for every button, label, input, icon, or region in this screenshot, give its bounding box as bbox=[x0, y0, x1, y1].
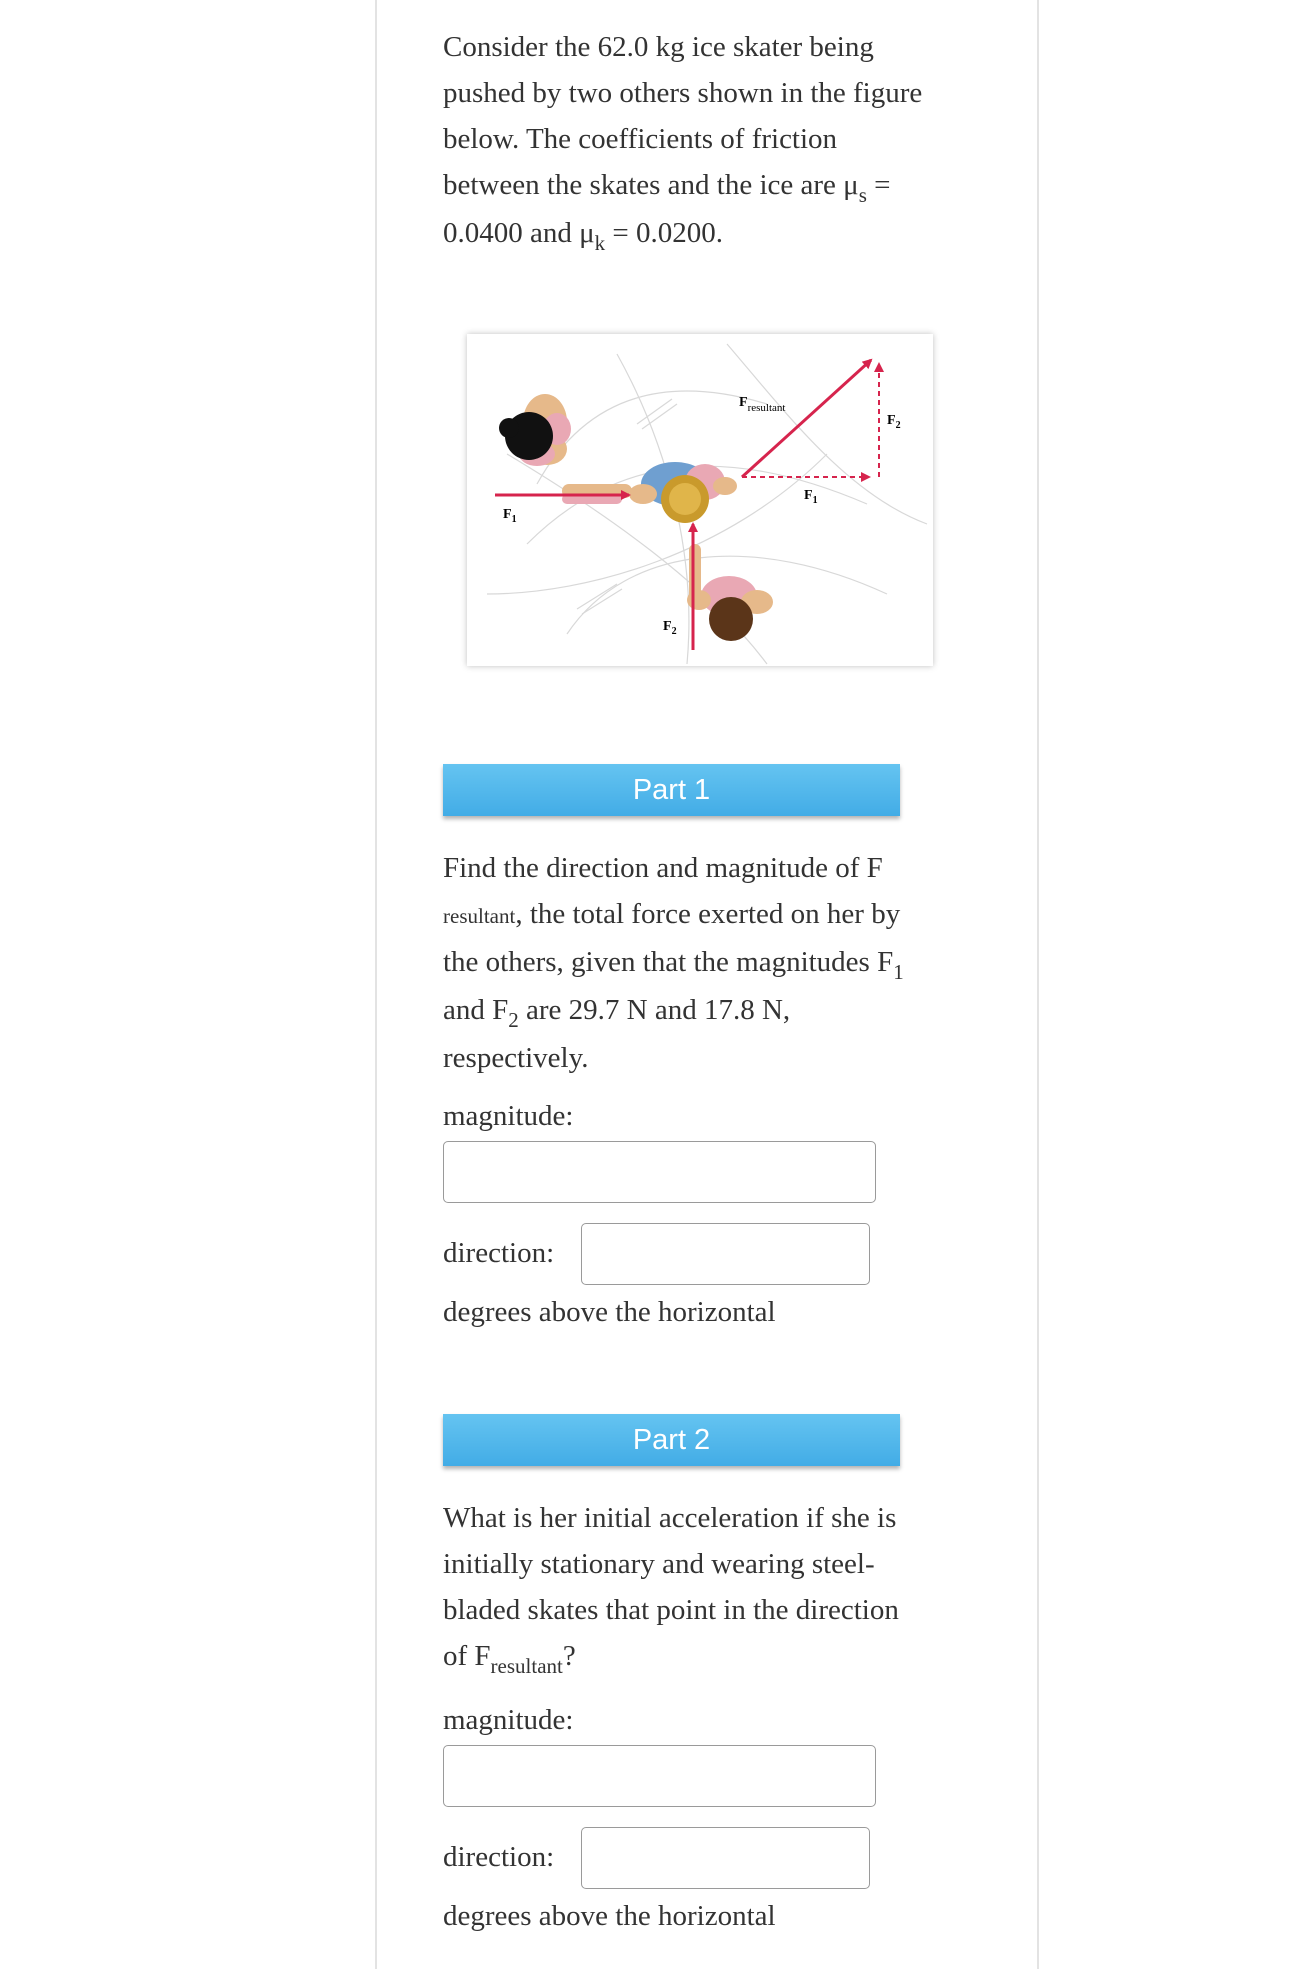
part1-magnitude-input[interactable] bbox=[443, 1141, 876, 1203]
part2-direction-suffix: degrees above the horizontal bbox=[443, 1900, 776, 1932]
part1-direction-suffix: degrees above the horizontal bbox=[443, 1296, 776, 1328]
f-resultant-label: $F_{resultant}$ bbox=[739, 395, 786, 414]
left-page-border bbox=[375, 0, 377, 1969]
part2-question-line-3: bladed skates that point in the direction bbox=[443, 1594, 899, 1626]
bottom-skater-illustration bbox=[687, 544, 773, 641]
f1-skater-label: $F_1$ bbox=[503, 507, 517, 525]
f2-skater-label: $F_2$ bbox=[663, 619, 677, 637]
mu-k-subscript: k bbox=[594, 231, 606, 255]
part-1-banner[interactable]: Part 1 bbox=[443, 764, 900, 816]
force-diagram bbox=[467, 334, 933, 666]
part2-magnitude-input[interactable] bbox=[443, 1745, 876, 1807]
part2-direction-label: direction: bbox=[443, 1841, 555, 1873]
part2-question-line-1: What is her initial acceleration if she is bbox=[443, 1502, 897, 1534]
skater-force-figure bbox=[467, 334, 933, 666]
part1-question-line-4: and $F_2$ are 29.7 N and 17.8 N, bbox=[443, 994, 791, 1032]
intro-line-2: pushed by two others shown in the figure bbox=[443, 77, 923, 109]
part1-question-line-2: resultant, the total force exerted on her by bbox=[443, 898, 901, 930]
part1-direction-input[interactable] bbox=[581, 1223, 870, 1285]
center-skater-illustration bbox=[629, 462, 737, 523]
part1-direction-label: direction: bbox=[443, 1237, 555, 1269]
part2-magnitude-label: magnitude: bbox=[443, 1704, 574, 1736]
part1-question-line-1: Find the direction and magnitude of F bbox=[443, 852, 883, 884]
mu-s-subscript: s bbox=[858, 183, 867, 207]
f1-vector-label: $F_1$ bbox=[804, 488, 818, 506]
part2-question-line-2: initially stationary and wearing steel- bbox=[443, 1548, 875, 1580]
intro-line-5: 0.0400 and $\mu_k = 0.0200$. bbox=[443, 217, 724, 255]
f2-vector-label: $F_2$ bbox=[887, 413, 901, 431]
intro-line-4: between the skates and the ice are $\mu_s$ = bbox=[443, 169, 891, 207]
problem-statement bbox=[443, 24, 983, 258]
intro-line-1: Consider the 62.0 kg ice skater being bbox=[443, 31, 874, 63]
part2-question-line-4: of $F_{resultant}$? bbox=[443, 1640, 576, 1678]
left-skater-illustration bbox=[499, 394, 632, 504]
intro-line-3: below. The coefficients of friction bbox=[443, 123, 838, 155]
part-2-banner[interactable]: Part 2 bbox=[443, 1414, 900, 1466]
part-1-question bbox=[443, 845, 983, 1081]
part1-question-line-5: respectively. bbox=[443, 1042, 589, 1074]
part1-magnitude-label: magnitude: bbox=[443, 1100, 574, 1132]
part1-question-line-3: the others, given that the magnitudes $F_1$ bbox=[443, 946, 904, 984]
part2-direction-input[interactable] bbox=[581, 1827, 870, 1889]
part-2-question bbox=[443, 1495, 983, 1681]
f-resultant-vector bbox=[742, 360, 871, 477]
right-page-border bbox=[1037, 0, 1039, 1969]
